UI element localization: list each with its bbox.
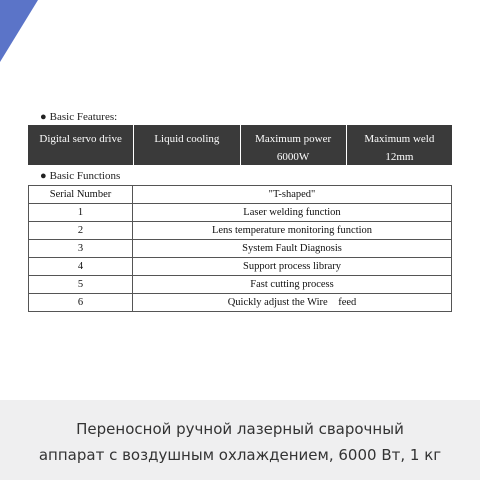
caption-line-1: Переносной ручной лазерный сварочный xyxy=(76,420,404,438)
table-row xyxy=(29,222,452,240)
row-number: 4 xyxy=(29,258,133,276)
feature-label: Maximum weld xyxy=(364,133,435,145)
corner-accent xyxy=(0,0,38,62)
basic-functions-title-text: Basic Functions xyxy=(49,170,121,182)
row-number: 2 xyxy=(29,222,133,240)
header-t-shaped: "T-shaped" xyxy=(133,186,452,204)
row-function: Laser welding function xyxy=(133,204,452,222)
row-function: Quickly adjust the Wire feed xyxy=(133,294,452,312)
row-function: System Fault Diagnosis xyxy=(133,240,452,258)
feature-cell xyxy=(240,125,346,165)
table-row xyxy=(29,204,452,222)
table-header-row xyxy=(29,186,452,204)
table-row xyxy=(29,276,452,294)
feature-value: 6000W xyxy=(276,151,310,163)
row-number: 6 xyxy=(29,294,133,312)
feature-label: Digital servo drive xyxy=(39,133,122,145)
caption-band xyxy=(0,400,480,480)
basic-features-title-text: Basic Features: xyxy=(49,111,118,123)
feature-cell xyxy=(346,125,452,165)
caption-line-2: аппарат с воздушным охлаждением, 6000 Вт, 1 кг xyxy=(38,446,442,464)
table-row xyxy=(29,294,452,312)
row-number: 1 xyxy=(29,204,133,222)
functions-table xyxy=(28,185,452,312)
basic-features-title xyxy=(40,111,117,123)
row-function: Support process library xyxy=(133,258,452,276)
feature-label: Maximum power xyxy=(255,133,332,145)
table-row xyxy=(29,240,452,258)
header-serial-number: Serial Number xyxy=(29,186,133,204)
basic-functions-title xyxy=(40,170,120,182)
feature-value: 12mm xyxy=(385,151,414,163)
features-bar xyxy=(28,125,452,165)
feature-cell xyxy=(133,125,239,165)
row-function: Lens temperature monitoring function xyxy=(133,222,452,240)
row-function: Fast cutting process xyxy=(133,276,452,294)
bullet-icon: ● xyxy=(40,111,47,123)
table-row xyxy=(29,258,452,276)
feature-cell xyxy=(28,125,133,165)
feature-label: Liquid cooling xyxy=(154,133,220,145)
row-number: 3 xyxy=(29,240,133,258)
row-number: 5 xyxy=(29,276,133,294)
bullet-icon: ● xyxy=(40,170,47,182)
